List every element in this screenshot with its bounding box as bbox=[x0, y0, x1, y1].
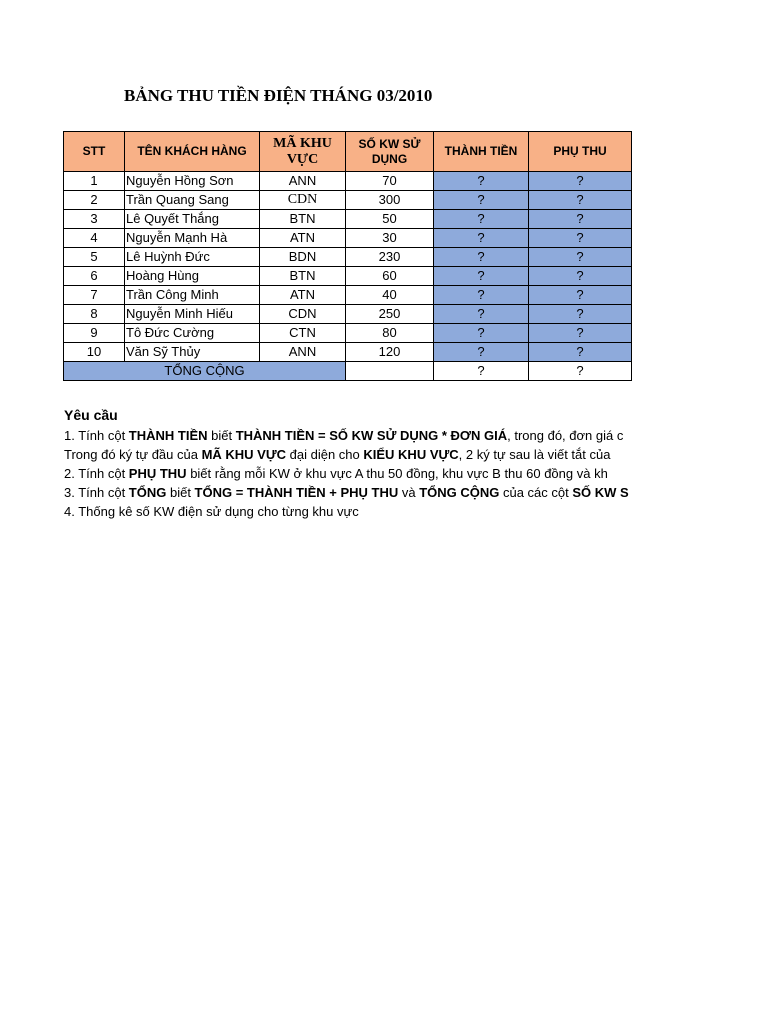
cell-kw[interactable]: 50 bbox=[346, 210, 434, 229]
table-row bbox=[64, 286, 632, 305]
cell-code[interactable]: ANN bbox=[260, 343, 346, 362]
req3-bold-1: PHỤ THU bbox=[128, 466, 187, 481]
req3-text-2: biết rằng mỗi KW ở khu vực A thu 50 đồng, khu vực B thu 60 đồng và kh bbox=[186, 466, 608, 481]
requirement-line-2 bbox=[64, 445, 632, 464]
table-row bbox=[64, 248, 632, 267]
req2-bold-1: MÃ KHU VỰC bbox=[201, 447, 287, 462]
cell-thanh-tien[interactable]: ? bbox=[434, 210, 529, 229]
requirements-heading: Yêu cầu bbox=[64, 407, 118, 423]
cell-name[interactable]: Hoàng Hùng bbox=[125, 267, 260, 286]
cell-code[interactable]: ANN bbox=[260, 172, 346, 191]
cell-total-label[interactable]: TỔNG CỘNG bbox=[64, 362, 346, 381]
cell-code[interactable]: BDN bbox=[260, 248, 346, 267]
cell-phu-thu[interactable]: ? bbox=[529, 210, 632, 229]
req2-text-3: , 2 ký tự sau là viết tắt của bbox=[458, 447, 611, 462]
req1-text-3: , trong đó, đơn giá c bbox=[507, 428, 624, 443]
req4-bold-3: TỔNG CỘNG bbox=[419, 485, 500, 500]
table-row bbox=[64, 324, 632, 343]
header-stt[interactable]: STT bbox=[64, 132, 125, 172]
cell-phu-thu[interactable]: ? bbox=[529, 305, 632, 324]
cell-name[interactable]: Văn Sỹ Thủy bbox=[125, 343, 260, 362]
cell-thanh-tien[interactable]: ? bbox=[434, 191, 529, 210]
table-row bbox=[64, 267, 632, 286]
cell-thanh-tien[interactable]: ? bbox=[434, 248, 529, 267]
cell-kw[interactable]: 70 bbox=[346, 172, 434, 191]
cell-stt[interactable]: 6 bbox=[64, 267, 125, 286]
table-row bbox=[64, 172, 632, 191]
req5-text-1: 4. Thống kê số KW điện sử dụng cho từng khu vực bbox=[64, 504, 359, 519]
cell-code[interactable]: CDN bbox=[260, 305, 346, 324]
cell-phu-thu[interactable]: ? bbox=[529, 248, 632, 267]
cell-kw[interactable]: 300 bbox=[346, 191, 434, 210]
requirement-line-4 bbox=[64, 483, 632, 502]
cell-stt[interactable]: 1 bbox=[64, 172, 125, 191]
req4-text-1: 3. Tính cột bbox=[64, 485, 129, 500]
cell-thanh-tien[interactable]: ? bbox=[434, 343, 529, 362]
cell-thanh-tien[interactable]: ? bbox=[434, 286, 529, 305]
cell-stt[interactable]: 4 bbox=[64, 229, 125, 248]
cell-stt[interactable]: 5 bbox=[64, 248, 125, 267]
table-row bbox=[64, 229, 632, 248]
req4-bold-1: TỔNG bbox=[128, 485, 167, 500]
cell-stt[interactable]: 3 bbox=[64, 210, 125, 229]
req2-text-2: đại diện cho bbox=[286, 447, 364, 462]
cell-code[interactable]: BTN bbox=[260, 267, 346, 286]
req3-text-1: 2. Tính cột bbox=[64, 466, 129, 481]
cell-total-kw[interactable] bbox=[346, 362, 434, 381]
header-ten-khach-hang[interactable]: TÊN KHÁCH HÀNG bbox=[125, 132, 260, 172]
cell-name[interactable]: Nguyễn Minh Hiếu bbox=[125, 305, 260, 324]
cell-kw[interactable]: 30 bbox=[346, 229, 434, 248]
cell-name[interactable]: Nguyễn Hồng Sơn bbox=[125, 172, 260, 191]
req1-text-2: biết bbox=[207, 428, 236, 443]
page-title: BẢNG THU TIỀN ĐIỆN THÁNG 03/2010 bbox=[124, 86, 433, 105]
req1-bold-1: THÀNH TIỀN bbox=[128, 428, 208, 443]
table-row bbox=[64, 210, 632, 229]
cell-kw[interactable]: 120 bbox=[346, 343, 434, 362]
cell-code[interactable]: ATN bbox=[260, 229, 346, 248]
table-row bbox=[64, 305, 632, 324]
cell-name[interactable]: Tô Đức Cường bbox=[125, 324, 260, 343]
cell-phu-thu[interactable]: ? bbox=[529, 191, 632, 210]
cell-code[interactable]: BTN bbox=[260, 210, 346, 229]
req1-bold-2: THÀNH TIỀN = SỐ KW SỬ DỤNG * ĐƠN GIÁ bbox=[235, 428, 508, 443]
total-row bbox=[64, 362, 632, 381]
cell-phu-thu[interactable]: ? bbox=[529, 172, 632, 191]
cell-code[interactable]: CTN bbox=[260, 324, 346, 343]
cell-kw[interactable]: 250 bbox=[346, 305, 434, 324]
cell-code[interactable]: ATN bbox=[260, 286, 346, 305]
cell-stt[interactable]: 2 bbox=[64, 191, 125, 210]
cell-name[interactable]: Lê Huỳnh Đức bbox=[125, 248, 260, 267]
cell-total-phu-thu[interactable]: ? bbox=[529, 362, 632, 381]
req4-text-2: biết bbox=[166, 485, 195, 500]
billing-table bbox=[63, 131, 632, 381]
cell-phu-thu[interactable]: ? bbox=[529, 343, 632, 362]
req2-bold-2: KIỂU KHU VỰC bbox=[363, 447, 459, 462]
req4-text-4: của các cột bbox=[499, 485, 573, 500]
req4-bold-2: TỔNG = THÀNH TIỀN + PHỤ THU bbox=[194, 485, 399, 500]
cell-phu-thu[interactable]: ? bbox=[529, 229, 632, 248]
requirements-section bbox=[64, 406, 632, 521]
header-phu-thu[interactable]: PHỤ THU bbox=[529, 132, 632, 172]
cell-name[interactable]: Nguyễn Mạnh Hà bbox=[125, 229, 260, 248]
cell-name[interactable]: Trần Quang Sang bbox=[125, 191, 260, 210]
cell-kw[interactable]: 80 bbox=[346, 324, 434, 343]
cell-stt[interactable]: 10 bbox=[64, 343, 125, 362]
cell-total-thanh-tien[interactable]: ? bbox=[434, 362, 529, 381]
cell-kw[interactable]: 40 bbox=[346, 286, 434, 305]
table-row bbox=[64, 191, 632, 210]
req4-text-3: và bbox=[398, 485, 420, 500]
requirement-line-1 bbox=[64, 426, 632, 445]
cell-thanh-tien[interactable]: ? bbox=[434, 305, 529, 324]
cell-phu-thu[interactable]: ? bbox=[529, 286, 632, 305]
header-so-kw[interactable]: SỐ KW SỬ DỤNG bbox=[346, 132, 434, 172]
cell-phu-thu[interactable]: ? bbox=[529, 267, 632, 286]
header-ma-khu-vuc[interactable]: MÃ KHU VỰC bbox=[260, 132, 346, 172]
cell-thanh-tien[interactable]: ? bbox=[434, 267, 529, 286]
req1-text-1: 1. Tính cột bbox=[64, 428, 129, 443]
cell-stt[interactable]: 9 bbox=[64, 324, 125, 343]
cell-phu-thu[interactable]: ? bbox=[529, 324, 632, 343]
cell-thanh-tien[interactable]: ? bbox=[434, 229, 529, 248]
req4-bold-4: SỐ KW S bbox=[572, 485, 629, 500]
cell-stt[interactable]: 8 bbox=[64, 305, 125, 324]
cell-thanh-tien[interactable]: ? bbox=[434, 324, 529, 343]
cell-kw[interactable]: 60 bbox=[346, 267, 434, 286]
requirement-line-3 bbox=[64, 464, 632, 483]
cell-name[interactable]: Lê Quyết Thắng bbox=[125, 210, 260, 229]
cell-name[interactable]: Trần Công Minh bbox=[125, 286, 260, 305]
header-thanh-tien[interactable]: THÀNH TIỀN bbox=[434, 132, 529, 172]
table-header-row bbox=[64, 132, 632, 172]
cell-stt[interactable]: 7 bbox=[64, 286, 125, 305]
billing-table-container bbox=[63, 131, 631, 381]
cell-code[interactable]: CDN bbox=[260, 191, 346, 210]
cell-thanh-tien[interactable]: ? bbox=[434, 172, 529, 191]
table-row bbox=[64, 343, 632, 362]
requirement-line-5 bbox=[64, 502, 632, 521]
cell-kw[interactable]: 230 bbox=[346, 248, 434, 267]
req2-text-1: Trong đó ký tự đầu của bbox=[64, 447, 202, 462]
